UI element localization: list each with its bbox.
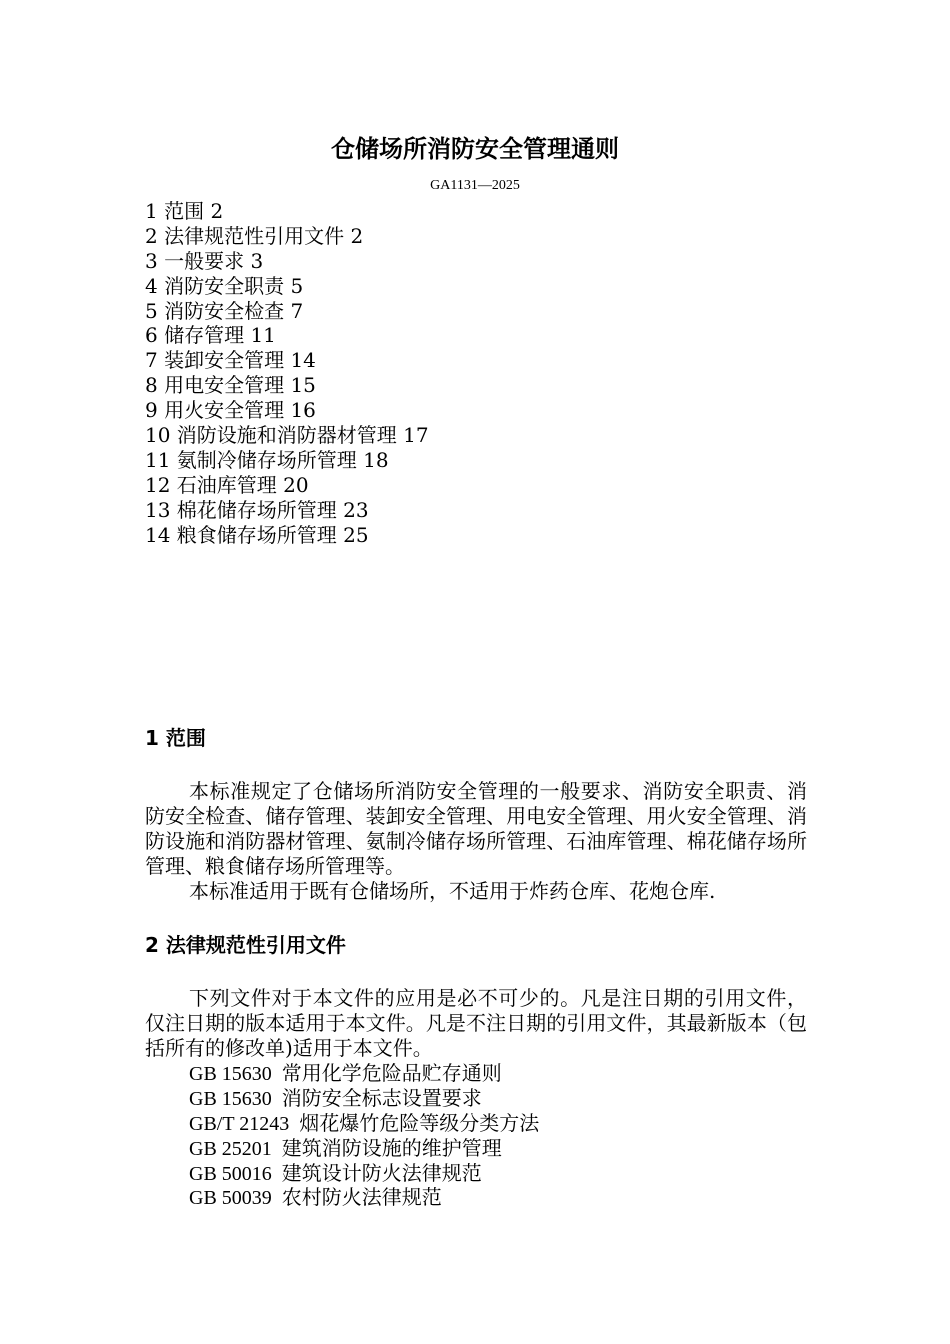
reference-title: 农村防火法律规范 — [281, 1185, 442, 1210]
toc-item: 7 装卸安全管理 14 — [145, 348, 316, 373]
section-heading-references: 2 法律规范性引用文件 — [145, 933, 346, 957]
references-paragraph: 下列文件对于本文件的应用是必不可少的。凡是注日期的引用文件，仅注日期的版本适用于本文件。凡是不注日期的引用文件，其最新版本（包括所有的修改单)适用于本文件。 — [145, 986, 807, 1060]
toc-item: 9 用火安全管理 16 — [145, 398, 316, 423]
reference-code: GB 50039 — [189, 1187, 272, 1210]
toc-item: 12 石油库管理 20 — [145, 472, 309, 497]
toc-item: 8 用电安全管理 15 — [145, 373, 316, 398]
scope-paragraph-1: 本标准规定了仓储场所消防安全管理的一般要求、消防安全职责、消防安全检查、储存管理、装卸安全管理、用电安全管理、用火安全管理、消防设施和消防器材管理、氨制冷储存场所管理、石油库管理、棉花储存场所管理、粮食储存场所管理等。 — [145, 779, 807, 878]
toc-item: 11 氨制冷储存场所管理 18 — [145, 447, 389, 472]
toc-item: 10 消防设施和消防器材管理 17 — [145, 423, 429, 448]
reference-code: GB/T 21243 — [189, 1112, 290, 1135]
reference-title: 常用化学危险品贮存通则 — [281, 1061, 502, 1085]
toc-item: 3 一般要求 3 — [145, 248, 264, 273]
reference-title: 消防安全标志设置要求 — [281, 1085, 482, 1110]
document-title: 仓储场所消防安全管理通则 — [331, 135, 619, 163]
reference-code: GB 25201 — [189, 1137, 272, 1160]
reference-item — [189, 1161, 539, 1186]
scope-paragraph-2: 本标准适用于既有仓储场所，不适用于炸药仓库、花炮仓库. — [189, 879, 716, 903]
toc-item: 14 粮食储存场所管理 25 — [145, 522, 369, 547]
standard-code: GA1131—2025 — [430, 178, 520, 193]
reference-item — [189, 1086, 539, 1111]
reference-title: 建筑设计防火法律规范 — [281, 1160, 482, 1185]
toc-item: 5 消防安全检查 7 — [145, 298, 304, 323]
reference-item — [189, 1136, 539, 1161]
toc-item: 1 范围 2 — [145, 199, 224, 223]
toc-item: 4 消防安全职责 5 — [145, 273, 304, 298]
reference-title: 建筑消防设施的维护管理 — [281, 1135, 502, 1160]
reference-item — [189, 1111, 539, 1136]
reference-code: GB 15630 — [189, 1087, 272, 1110]
reference-list — [189, 1061, 539, 1210]
reference-item — [189, 1061, 539, 1086]
table-of-contents — [145, 199, 805, 547]
reference-item — [189, 1185, 539, 1210]
reference-title: 烟花爆竹危险等级分类方法 — [299, 1110, 540, 1135]
section-heading-scope: 1 范围 — [145, 726, 206, 750]
reference-code: GB 15630 — [189, 1063, 272, 1085]
reference-code: GB 50016 — [189, 1162, 272, 1185]
toc-item: 2 法律规范性引用文件 2 — [145, 223, 364, 248]
toc-item: 6 储存管理 11 — [145, 323, 276, 348]
toc-item: 13 棉花储存场所管理 23 — [145, 497, 369, 522]
